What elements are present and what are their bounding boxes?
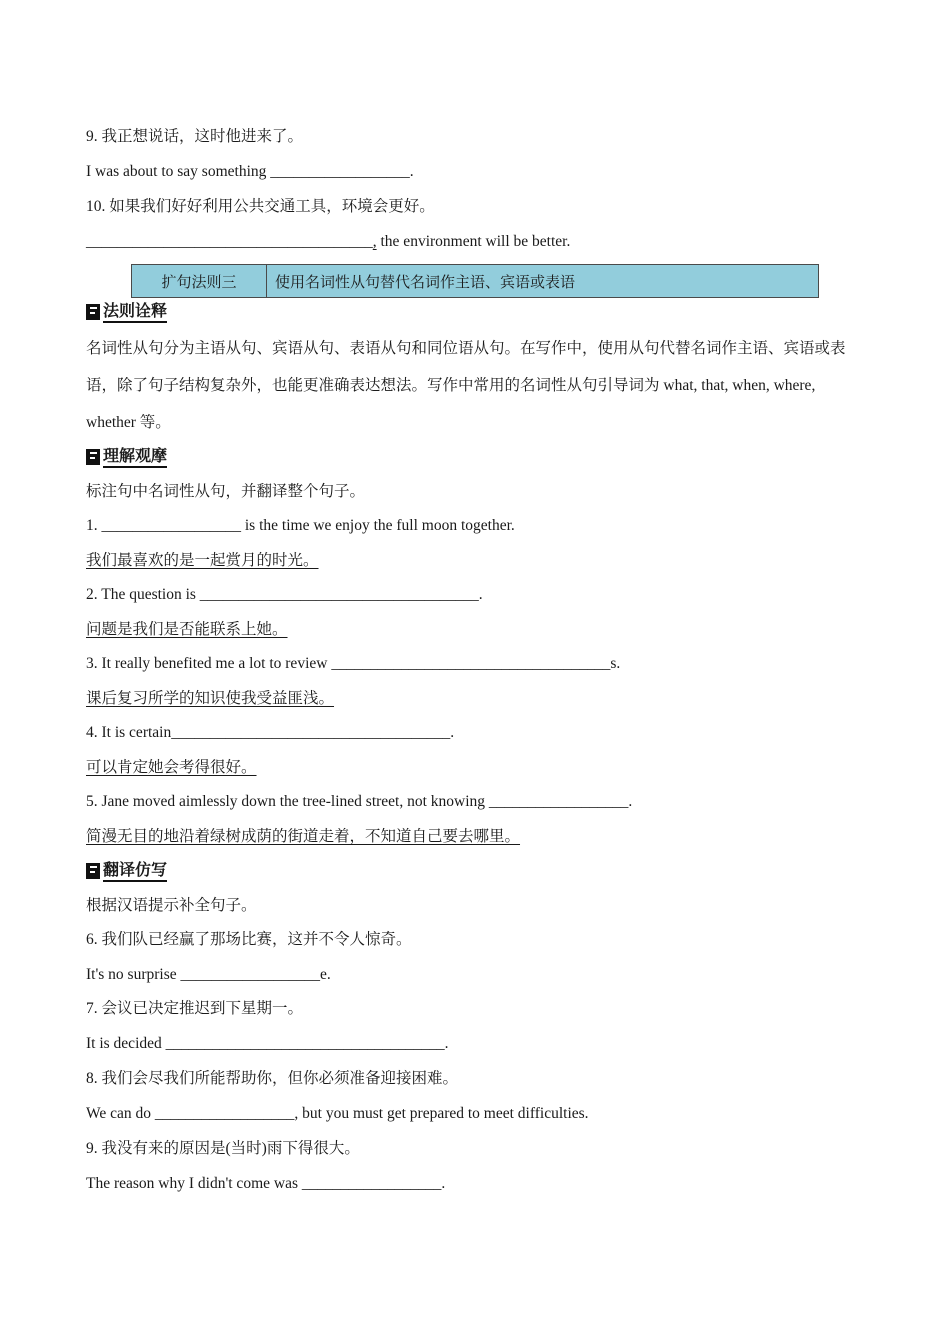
q10-english [86, 232, 570, 252]
q10-chinese: 10. 如果我们好好利用公共交通工具，环境会更好。 [86, 198, 435, 215]
rule-label: 扩句法则三 [132, 265, 267, 297]
item-1-translation: 我们最喜欢的是一起赏月的时光。 [86, 552, 319, 569]
item-2-translation: 问题是我们是否能联系上她。 [86, 621, 288, 638]
item-5-translation: 简漫无目的地沿着绿树成荫的街道走着，不知道自己要去哪里。 [86, 828, 521, 845]
item-6-english: It's no surprise __________________e. [86, 966, 331, 983]
q9-english: I was about to say something __________________. [86, 163, 414, 180]
item-3-translation: 课后复习所学的知识使我受益匪浅。 [86, 690, 335, 707]
section-translation-header [86, 860, 167, 882]
section-marker-icon [86, 863, 100, 879]
rule-explanation-text: 名词性从句分为主语从句、宾语从句、表语从句和同位语从句。在写作中，使用从句代替名词作主语、宾语或表语，除了句子结构复杂外，也能更准确表达想法。写作中常用的名词性从句引导词为 what, that, when, where, whether 等。 [86, 340, 846, 431]
q10-rest: the environment will be better. [376, 233, 571, 250]
translation-instruction: 根据汉语提示补全句子。 [86, 897, 257, 914]
item-3-english: 3. It really benefited me a lot to review ____________________________________s. [86, 655, 621, 672]
item-1-english: 1. __________________ is the time we enjoy the full moon together. [86, 517, 515, 534]
q10-blank: _____________________________________ [86, 233, 373, 250]
rule-box [131, 264, 819, 298]
section-title: 法则诠释 [103, 302, 167, 323]
observation-instruction: 标注句中名词性从句，并翻译整个句子。 [86, 483, 366, 500]
item-8-chinese: 8. 我们会尽我们所能帮助你，但你必须准备迎接困难。 [86, 1070, 459, 1087]
rule-title: 使用名词性从句替代名词作主语、宾语或表语 [275, 272, 576, 291]
item-6-chinese: 6. 我们队已经赢了那场比赛，这并不令人惊奇。 [86, 931, 412, 948]
section-title: 理解观摩 [103, 447, 167, 468]
section-marker-icon [86, 449, 100, 465]
item-4-translation: 可以肯定她会考得很好。 [86, 759, 257, 776]
item-5-english: 5. Jane moved aimlessly down the tree-lined street, not knowing __________________. [86, 793, 633, 810]
section-rule-explanation-header [86, 301, 167, 323]
item-2-english: 2. The question is ____________________________________. [86, 586, 483, 603]
item-7-chinese: 7. 会议已决定推迟到下星期一。 [86, 1000, 304, 1017]
section-marker-icon [86, 304, 100, 320]
item-8-english: We can do __________________, but you must get prepared to meet difficulties. [86, 1105, 589, 1122]
item-4-english: 4. It is certain____________________________________. [86, 724, 455, 741]
section-observation-header [86, 446, 167, 468]
q10-comma: , [372, 233, 377, 250]
q9-chinese: 9. 我正想说话，这时他进来了。 [86, 128, 304, 145]
item-9-chinese: 9. 我没有来的原因是(当时)雨下得很大。 [86, 1140, 360, 1157]
section-title: 翻译仿写 [103, 861, 167, 882]
item-9-english: The reason why I didn't come was __________________. [86, 1175, 446, 1192]
item-7-english: It is decided ____________________________________. [86, 1035, 449, 1052]
